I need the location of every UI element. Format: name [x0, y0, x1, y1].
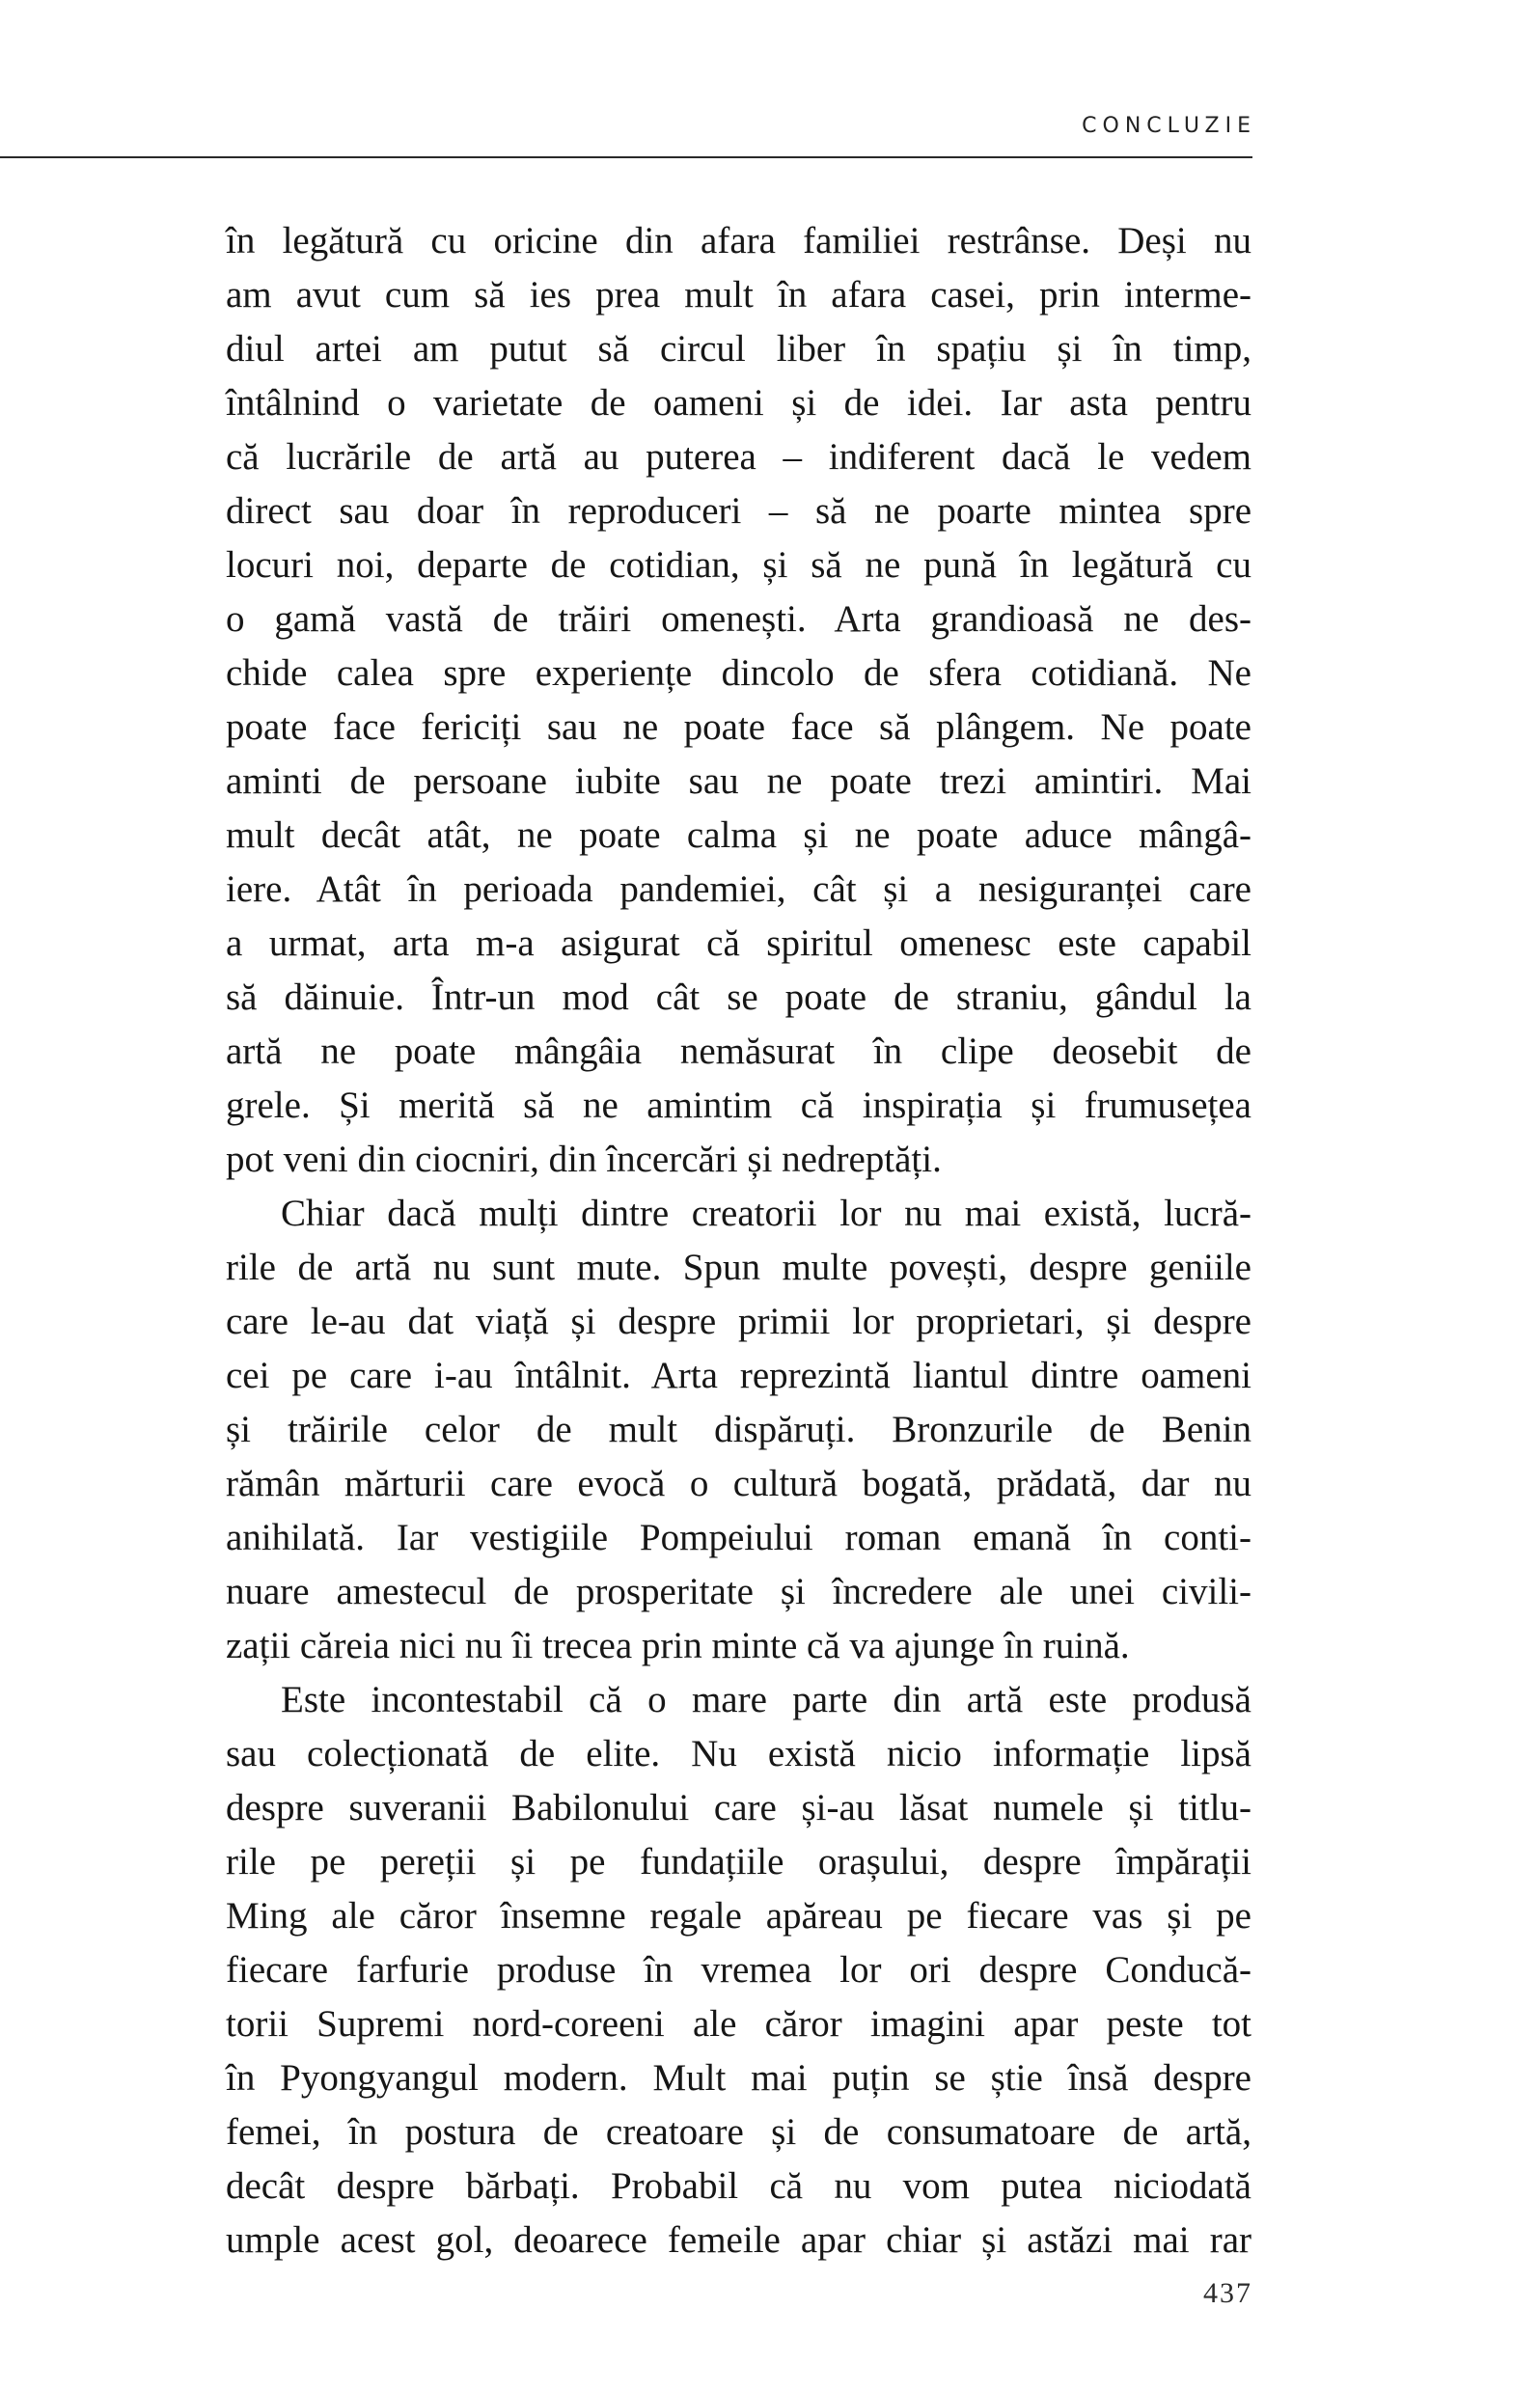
text-line: cei pe care i-au întâlnit. Arta reprezintă liantul dintre oameni: [226, 1355, 1251, 1396]
paragraph: [226, 214, 1251, 1187]
text-line: decât despre bărbați. Probabil că nu vom putea niciodată: [226, 2165, 1251, 2207]
text-line: rile de artă nu sunt mute. Spun multe povești, despre geniile: [226, 1247, 1251, 1288]
paragraph: [226, 1673, 1251, 2268]
text-line: despre suveranii Babilonului care și-au lăsat numele și titlu-: [226, 1787, 1251, 1828]
text-line: să dăinuie. Într-un mod cât se poate de straniu, gândul la: [226, 976, 1251, 1018]
paragraph: [226, 1187, 1251, 1673]
text-line: zații căreia nici nu îi trecea prin minte că va ajunge în ruină.: [226, 1625, 1130, 1666]
text-line: am avut cum să ies prea mult în afara casei, prin interme-: [226, 274, 1251, 316]
running-header-title: CONCLUZIE: [1082, 114, 1256, 138]
text-line: fiecare farfurie produse în vremea lor ori despre Conducă-: [226, 1949, 1251, 1991]
text-line: anihilată. Iar vestigiile Pompeiului roman emană în conti-: [226, 1517, 1251, 1558]
text-line: că lucrările de artă au puterea – indiferent dacă le vedem: [226, 436, 1251, 478]
text-line: iere. Atât în perioada pandemiei, cât și a nesiguranței care: [226, 868, 1251, 910]
text-line: artă ne poate mângâia nemăsurat în clipe deosebit de: [226, 1031, 1251, 1072]
page-number: 437: [1203, 2277, 1252, 2309]
text-line: întâlnind o varietate de oameni și de idei. Iar asta pentru: [226, 382, 1251, 424]
text-line: rile pe pereții și pe fundațiile orașului, despre împărații: [226, 1841, 1251, 1883]
text-line: torii Supremi nord-coreeni ale căror imagini apar peste tot: [226, 2003, 1251, 2045]
text-line: locuri noi, departe de cotidian, și să ne pună în legătură cu: [226, 544, 1251, 586]
text-line: poate face fericiți sau ne poate face să plângem. Ne poate: [226, 706, 1251, 748]
text-line: care le-au dat viață și despre primii lor proprietari, și despre: [226, 1301, 1251, 1342]
text-line: pot veni din ciocniri, din încercări și nedreptăți.: [226, 1139, 942, 1180]
body-text: [226, 214, 1251, 2268]
text-line: mult decât atât, ne poate calma și ne poate aduce mângâ-: [226, 814, 1251, 856]
text-line: chide calea spre experiențe dincolo de sfera cotidiană. Ne: [226, 652, 1251, 694]
text-line: aminti de persoane iubite sau ne poate trezi amintiri. Mai: [226, 760, 1251, 802]
text-line: rămân mărturii care evocă o cultură bogată, prădată, dar nu: [226, 1463, 1251, 1504]
text-line: umple acest gol, deoarece femeile apar chiar și astăzi mai rar: [226, 2219, 1251, 2261]
text-line: Este incontestabil că o mare parte din artă este produsă: [281, 1679, 1251, 1720]
text-line: sau colecționată de elite. Nu există nicio informație lipsă: [226, 1733, 1251, 1774]
text-line: diul artei am putut să circul liber în spațiu și în timp,: [226, 328, 1251, 370]
text-line: femei, în postura de creatoare și de consumatoare de artă,: [226, 2111, 1251, 2153]
text-line: a urmat, arta m-a asigurat că spiritul omenesc este capabil: [226, 922, 1251, 964]
text-line: în legătură cu oricine din afara familiei restrânse. Deși nu: [226, 220, 1251, 261]
text-line: o gamă vastă de trăiri omenești. Arta grandioasă ne des-: [226, 598, 1251, 640]
text-line: grele. Și merită să ne amintim că inspirația și frumusețea: [226, 1085, 1251, 1126]
text-line: Chiar dacă mulți dintre creatorii lor nu mai există, lucră-: [281, 1193, 1251, 1234]
header-divider: [0, 156, 1252, 158]
text-line: Ming ale căror însemne regale apăreau pe fiecare vas și pe: [226, 1895, 1251, 1937]
text-line: în Pyongyangul modern. Mult mai puțin se știe însă despre: [226, 2057, 1251, 2099]
text-line: și trăirile celor de mult dispăruți. Bronzurile de Benin: [226, 1409, 1251, 1450]
text-line: nuare amestecul de prosperitate și încredere ale unei civili-: [226, 1571, 1251, 1612]
text-line: direct sau doar în reproduceri – să ne poarte mintea spre: [226, 490, 1251, 532]
